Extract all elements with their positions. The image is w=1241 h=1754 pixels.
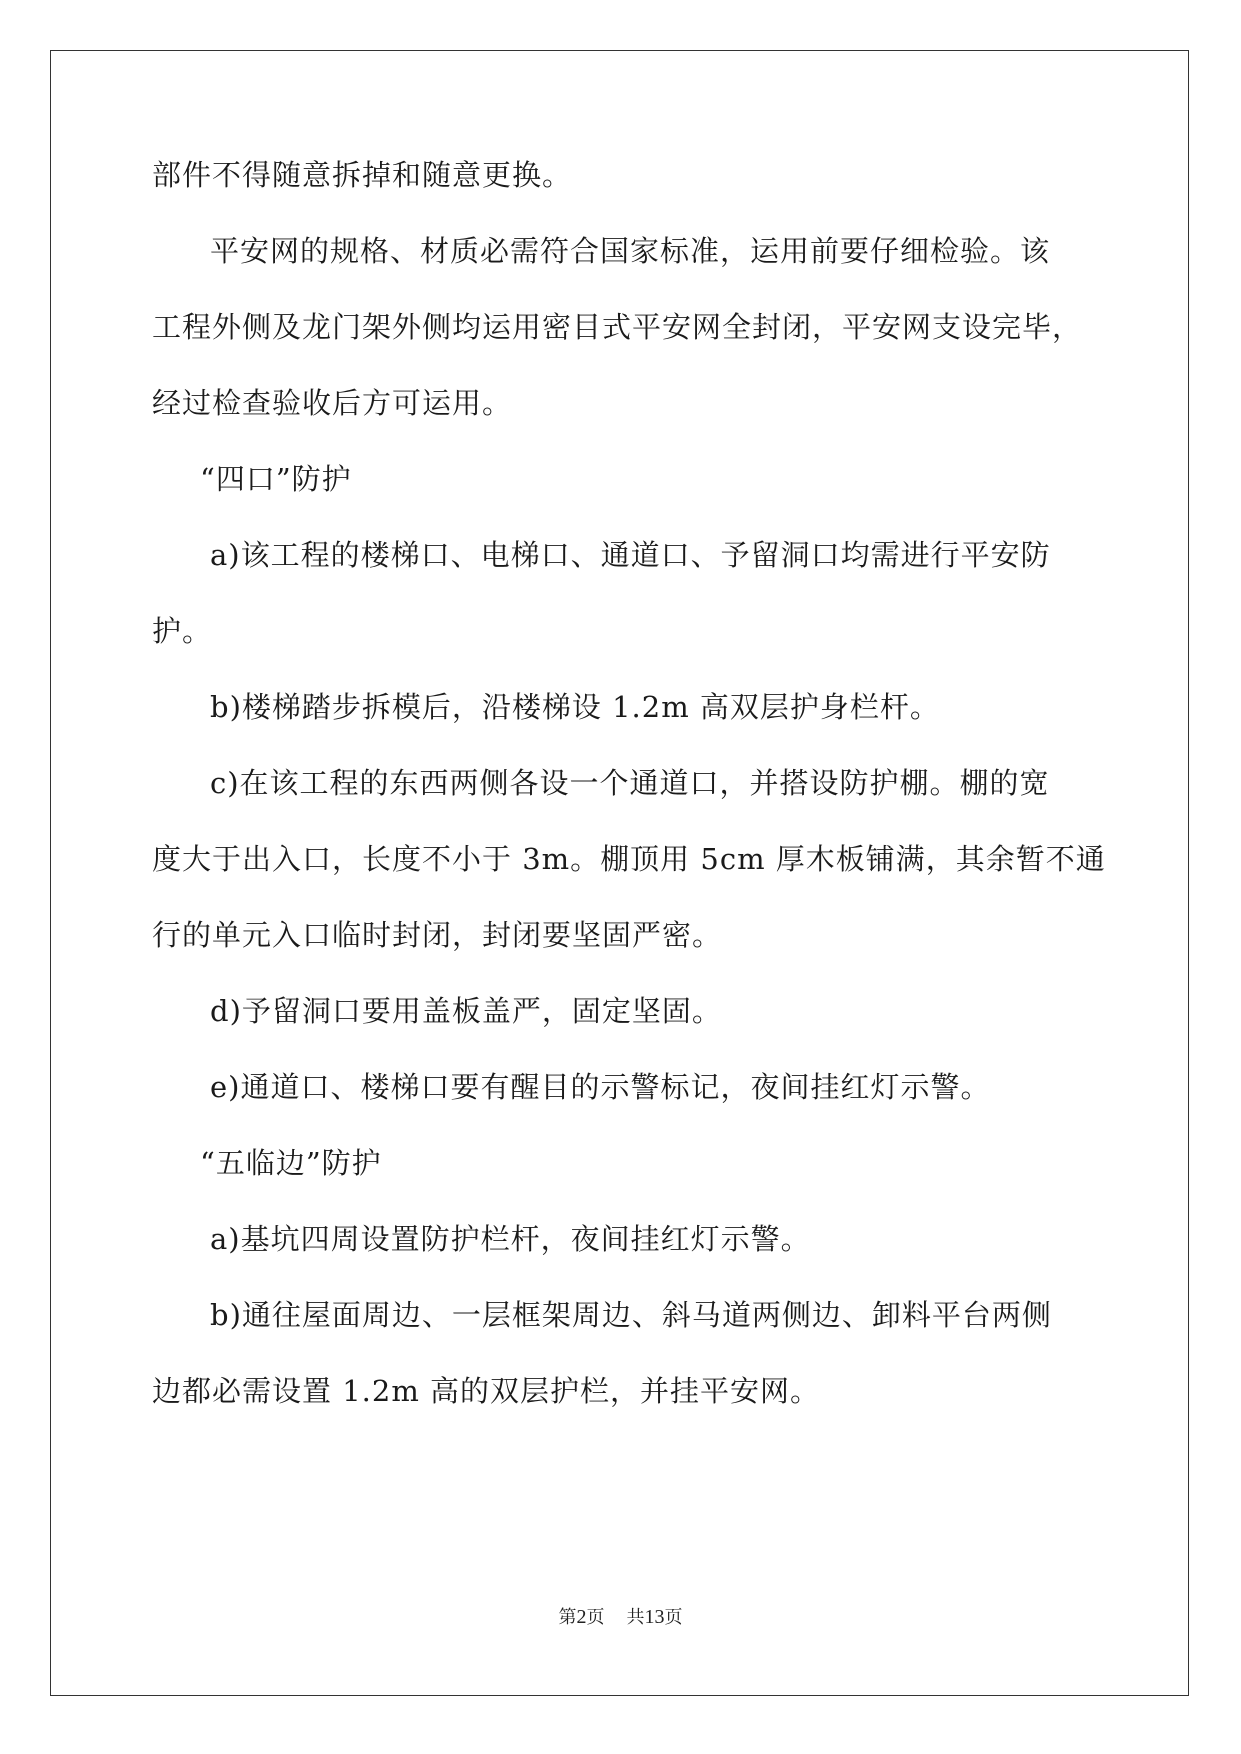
page-footer xyxy=(0,1605,1241,1630)
text-line: 边都必需设置 1.2m 高的双层护栏，并挂平安网。 xyxy=(152,1374,821,1408)
text-line: d)予留洞口要用盖板盖严，固定坚固。 xyxy=(210,994,722,1028)
text-line: b)通往屋面周边、一层框架周边、斜马道两侧边、卸料平台两侧 xyxy=(210,1298,1052,1332)
total-prefix: 共 xyxy=(626,1607,645,1628)
text-line: 行的单元入口临时封闭，封闭要坚固严密。 xyxy=(152,918,723,952)
total-page-number: 13 xyxy=(644,1606,665,1628)
text-line: a)基坑四周设置防护栏杆，夜间挂红灯示警。 xyxy=(210,1222,811,1256)
text-line: 部件不得随意拆掉和随意更换。 xyxy=(152,158,573,192)
text-line: 护。 xyxy=(152,614,213,648)
text-line: c)在该工程的东西两侧各设一个通道口，并搭设防护棚。棚的宽 xyxy=(210,766,1050,800)
text-line: b)楼梯踏步拆模后，沿楼梯设 1.2m 高双层护身栏杆。 xyxy=(210,690,940,724)
section-heading: “四口”防护 xyxy=(200,462,352,496)
page-prefix: 第 xyxy=(558,1607,577,1628)
text-line: 经过检查验收后方可运用。 xyxy=(152,386,513,420)
text-line: 平安网的规格、材质必需符合国家标准，运用前要仔细检验。该 xyxy=(210,234,1051,268)
text-line: 度大于出入口，长度不小于 3m。棚顶用 5cm 厚木板铺满，其余暂不通 xyxy=(152,842,1106,876)
total-suffix: 页 xyxy=(664,1607,683,1628)
text-line: a)该工程的楼梯口、电梯口、通道口、予留洞口均需进行平安防 xyxy=(210,538,1051,572)
text-line: 工程外侧及龙门架外侧均运用密目式平安网全封闭，平安网支设完毕， xyxy=(152,310,1083,344)
current-page-number: 2 xyxy=(576,1606,587,1628)
page-suffix: 页 xyxy=(586,1607,605,1628)
text-line: e)通道口、楼梯口要有醒目的示警标记，夜间挂红灯示警。 xyxy=(210,1070,991,1104)
section-heading: “五临边”防护 xyxy=(200,1146,382,1180)
